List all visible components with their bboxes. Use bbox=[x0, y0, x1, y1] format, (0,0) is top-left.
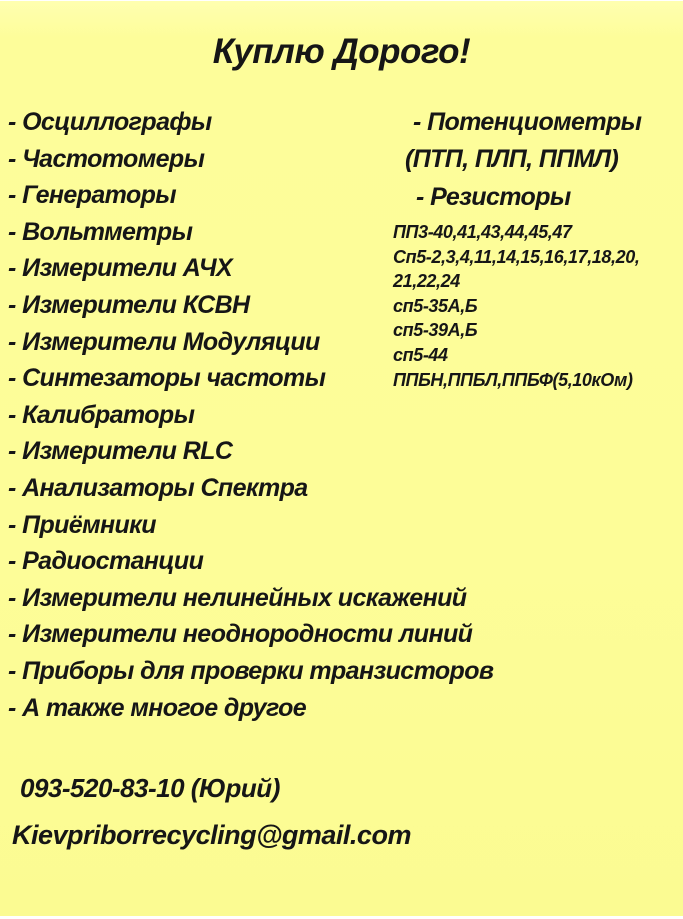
list-item: - Осциллографы bbox=[8, 108, 212, 136]
contact-block bbox=[12, 764, 411, 859]
list-item: - Калибраторы bbox=[8, 400, 195, 429]
list-item: - Частотомеры bbox=[8, 144, 205, 173]
list-item: - Радиостанции bbox=[8, 547, 204, 576]
resistor-model-line: ПП3-40,41,43,44,45,47 bbox=[393, 222, 572, 242]
list-item: - Анализаторы Спектра bbox=[8, 473, 308, 502]
list-item: - Измерители Модуляции bbox=[8, 327, 320, 356]
potentiometers-types: (ПТП, ПЛП, ППМЛ) bbox=[405, 145, 619, 173]
resistors-heading: - Резисторы bbox=[416, 183, 571, 211]
list-item: - Измерители нелинейных искажений bbox=[8, 583, 467, 612]
contact-email: Kievpriborrecycling@gmail.com bbox=[12, 820, 411, 850]
list-item: - Приборы для проверки транзисторов bbox=[8, 656, 494, 685]
contact-phone: 093-520-83-10 (Юрий) bbox=[20, 773, 280, 803]
list-item: - Измерители АЧХ bbox=[8, 254, 233, 283]
buying-ad-flyer bbox=[0, 1, 683, 916]
page-title: Куплю Дорого! bbox=[212, 32, 471, 71]
resistor-model-line: 21,22,24 bbox=[393, 271, 460, 292]
list-item: - Измерители RLC bbox=[8, 437, 233, 466]
resistor-model-line: сп5-44 bbox=[393, 344, 448, 365]
potentiometers-heading: - Потенциометры bbox=[413, 108, 642, 136]
list-item: - Вольтметры bbox=[8, 217, 193, 246]
resistor-model-line: сп5-39А,Б bbox=[393, 320, 478, 341]
list-item: - Приёмники bbox=[8, 510, 156, 539]
list-item: - Измерители КСВН bbox=[8, 290, 250, 319]
list-item: - А также многое другое bbox=[8, 693, 307, 722]
resistor-model-line: Сп5-2,3,4,11,14,15,16,17,18,20, bbox=[393, 246, 640, 267]
components-column bbox=[385, 104, 681, 392]
list-item: - Измерители неоднородности линий bbox=[8, 620, 473, 649]
resistor-model-line: ППБН,ППБЛ,ППБФ(5,10кОм) bbox=[393, 369, 633, 390]
resistor-model-line: сп5-35А,Б bbox=[393, 295, 478, 316]
resistor-models-list bbox=[385, 220, 681, 392]
list-item: - Синтезаторы частоты bbox=[8, 364, 326, 393]
list-item: - Генераторы bbox=[8, 181, 177, 210]
